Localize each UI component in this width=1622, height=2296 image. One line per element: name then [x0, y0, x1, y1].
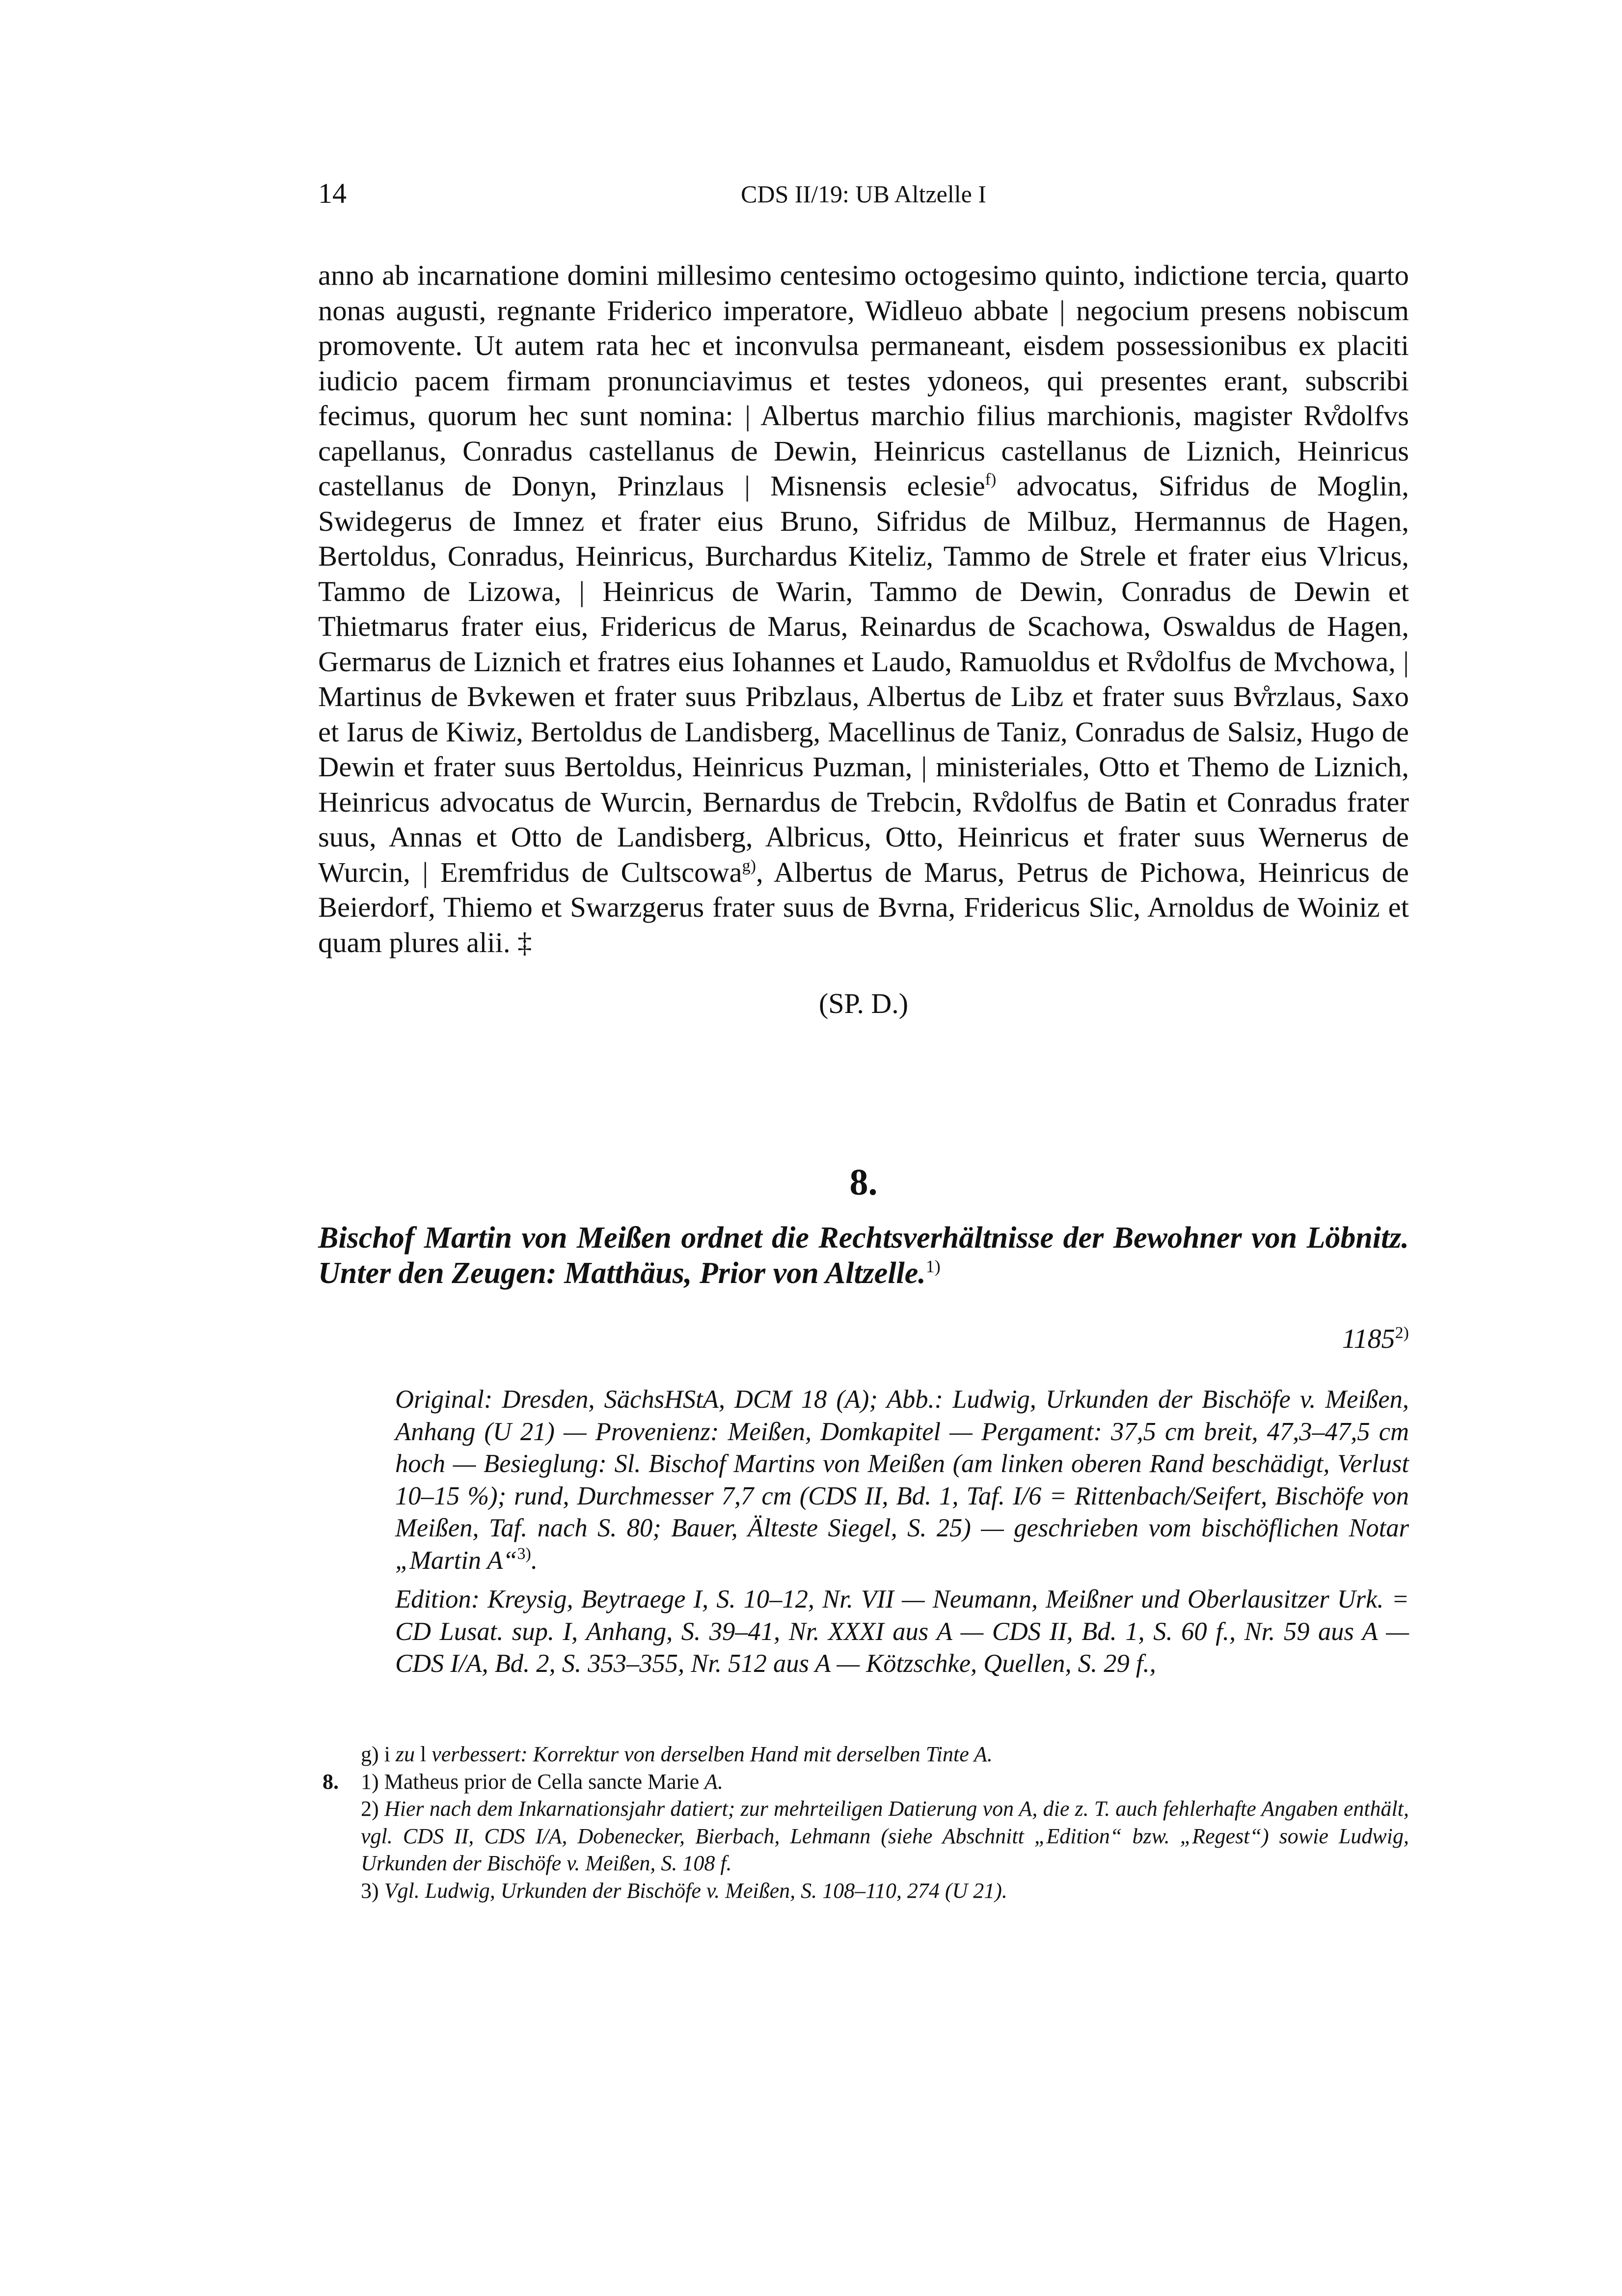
original-description — [395, 1384, 1409, 1577]
footnote-2-label: 2) — [361, 1797, 384, 1821]
footnote-mark-g: g) — [742, 856, 756, 875]
document-date-text: 1185 — [1342, 1324, 1395, 1354]
footnote-g-letter: l — [415, 1742, 432, 1766]
running-title: CDS II/19: UB Altzelle I — [741, 180, 986, 208]
original-description-end: . — [531, 1546, 538, 1575]
footnote-1-siglum: A. — [704, 1769, 723, 1794]
document-date — [1342, 1323, 1409, 1355]
title-footnote-mark: 1) — [925, 1257, 941, 1276]
footnotes — [323, 1741, 1409, 1904]
signum-note: (SP. D.) — [818, 987, 909, 1019]
original-footnote-mark: 3) — [517, 1544, 531, 1563]
footnote-g-label: g) i — [361, 1742, 396, 1766]
footnote-mark-f: f) — [985, 470, 997, 489]
footnote-2-text: Hier nach dem Inkarnationsjahr datiert; zur mehrteiligen Datierung von A, die z. T. auch fehlerhafte Angaben enthält, vgl. CDS II, CDS I/A, Dobenecker, Bierbach, Lehmann (siehe Abschnitt „Edition“ bzw. „Regest“) sowie Ludwig, Urkunden der Bischöfe v. Meißen, S. 108 f. — [361, 1797, 1409, 1875]
document-number: 8. — [849, 1162, 878, 1203]
charter-text-part-2: advocatus, Sifridus de Moglin, Swidegerus de Imnez et frater eius Bruno, Sifridus de Milbuz, Hermannus de Hagen, Bertoldus, Conradus, Heinricus, Burchardus Kiteliz, Tammo de Strele et frater eius Vlricus, Tammo de Lizowa, | Heinricus de Warin, Tammo de Dewin, Conradus de Dewin et Thietmarus frater eius, Fridericus de Marus, Reinardus de Scachowa, Oswaldus de Hagen, Germarus de Liznich et fratres eius Iohannes et Laudo, Ramuoldus et Rv̊dolfus de Mvchowa, | Martinus de Bvkewen et frater suus Pribzlaus, Albertus de Libz et frater suus Bv̊rzlaus, Saxo et Iarus de Kiwiz, Bertoldus de Landisberg, Macellinus de Taniz, Conradus de Salsiz, Hugo de Dewin et frater suus Bertoldus, Heinricus Puzman, | ministeriales, Otto et Themo de Liznich, Heinricus advocatus de Wurcin, Bernardus de Trebcin, Rv̊dolfus de Batin et Conradus frater suus, Annas et Otto de Landisberg, Albricus, Otto, Heinricus et frater suus Wernerus de Wurcin, | Eremfridus de Cultscowa — [318, 470, 1409, 888]
footnote-g-zu: zu — [395, 1742, 415, 1766]
footnote-1-text: Matheus prior de Cella sancte Marie — [384, 1769, 705, 1794]
date-footnote-mark: 2) — [1395, 1324, 1409, 1342]
document-title-text: Bischof Martin von Meißen ordnet die Rechtsverhältnisse der Bewohner von Löbnitz. Unter den Zeugen: Matthäus, Prior von Altzelle. — [318, 1221, 1409, 1290]
page-number: 14 — [318, 177, 347, 209]
footnote-3-text: Vgl. Ludwig, Urkunden der Bischöfe v. Meißen, S. 108–110, 274 (U 21). — [384, 1878, 1007, 1903]
previous-document-text — [318, 258, 1409, 960]
charter-text-part-3: , Albertus de Marus, Petrus de Pichowa, Heinricus de Beierdorf, Thiemo et Swarzgerus frater suus de Bvrna, Fridericus Slic, Arnoldus de Woiniz et quam plures alii. ‡ — [318, 856, 1409, 958]
original-description-text: Original: Dresden, SächsHStA, DCM 18 (A); Abb.: Ludwig, Urkunden der Bischöfe v. Meißen, Anhang (U 21) — Provenienz: Meißen, Domkapitel — Pergament: 37,5 cm breit, 47,3–47,5 cm hoch — Besieglung: Sl. Bischof Martins von Meißen (am linken oberen Rand beschädigt, Verlust 10–15 %); rund, Durchmesser 7,7 cm (CDS II, Bd. 1, Taf. I/6 = Rittenbach/Seifert, Bischöfe von Meißen, Taf. nach S. 80; Bauer, Älteste Siegel, S. 25) — geschrieben vom bischöflichen Notar „Martin A“ — [395, 1385, 1409, 1575]
footnote-2 — [361, 1795, 1409, 1877]
footnote-doc-number: 8. — [323, 1769, 339, 1794]
page-header — [318, 177, 1409, 216]
footnote-3 — [361, 1877, 1409, 1905]
footnote-g-text: verbessert: Korrektur von derselben Hand mit derselben Tinte A. — [432, 1742, 993, 1766]
footnote-g — [361, 1741, 1409, 1768]
footnote-1-label: 1) — [361, 1769, 384, 1794]
edition-description: Edition: Kreysig, Beytraege I, S. 10–12, Nr. VII — Neumann, Meißner und Oberlausitzer Urk. = CD Lusat. sup. I, Anhang, S. 39–41, Nr. XXXI aus A — CDS II, Bd. 1, S. 60 f., Nr. 59 aus A — CDS I/A, Bd. 2, S. 353–355, Nr. 512 aus A — Kötzschke, Quellen, S. 29 f., — [395, 1585, 1409, 1678]
footnote-3-label: 3) — [361, 1878, 384, 1903]
footnote-1 — [323, 1768, 1409, 1796]
charter-text-part-1: anno ab incarnatione domini millesimo centesimo octogesimo quinto, indictione tercia, quarto nonas augusti, regnante Friderico imperatore, Widleuo abbate | negocium presens nobiscum promovente. Ut autem rata hec et inconvulsa permaneant, eisdem possessionibus ex placiti iudicio pacem firmam pronunciavimus et testes ydoneos, qui presentes erant, subscribi fecimus, quorum hec sunt nomina: | Albertus marchio filius marchionis, magister Rv̊dolfvs capellanus, Conradus castellanus de Dewin, Heinricus castellanus de Liznich, Heinricus castellanus de Donyn, Prinzlaus | Misnensis eclesie — [318, 259, 1409, 502]
document-title — [318, 1220, 1409, 1291]
charter-text-paragraph — [318, 258, 1409, 960]
source-apparatus — [395, 1384, 1409, 1687]
